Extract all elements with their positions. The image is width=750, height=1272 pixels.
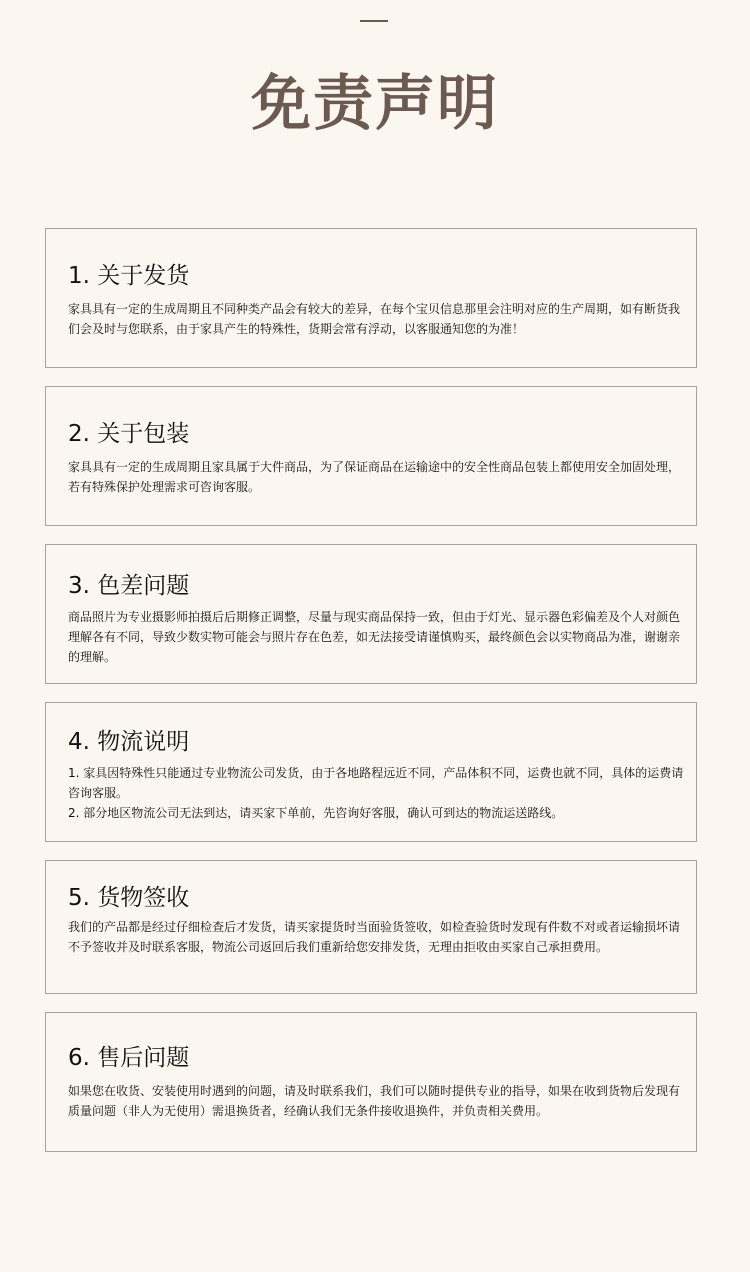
section-paragraph: 家具具有一定的生成周期且不同种类产品会有较大的差异，在每个宝贝信息那里会注明对应的生产周期，如有断货我们会及时与您联系，由于家具产生的特殊性，货期会常有浮动，以客服通知您的为准！: [68, 302, 681, 336]
section-paragraph: 家具具有一定的生成周期且家具属于大件商品，为了保证商品在运输途中的安全性商品包装上都使用安全加固处理，若有特殊保护处理需求可咨询客服。: [68, 460, 681, 494]
section-title: 5. 货物签收: [68, 885, 190, 911]
section-body: [68, 763, 684, 823]
section-body: [68, 457, 684, 497]
top-decorative-rule: [360, 20, 388, 22]
section-title: 2. 关于包装: [68, 421, 190, 447]
section-body: [68, 299, 684, 339]
section-title: 4. 物流说明: [68, 729, 190, 755]
section-title: 3. 色差问题: [68, 573, 190, 599]
section-body: [68, 1081, 684, 1121]
section-color-difference: [45, 544, 697, 684]
section-title: 6. 售后问题: [68, 1045, 190, 1071]
section-after-sales: [45, 1012, 697, 1152]
section-packaging: [45, 386, 697, 526]
section-paragraph: 2. 部分地区物流公司无法到达，请买家下单前，先咨询好客服，确认可到达的物流运送路线。: [68, 806, 564, 820]
section-body: [68, 917, 684, 957]
section-body: [68, 607, 684, 667]
section-receipt: [45, 860, 697, 994]
section-paragraph: 我们的产品都是经过仔细检查后才发货，请买家提货时当面验货签收，如检查验货时发现有件数不对或者运输损坏请不予签收并及时联系客服，物流公司返回后我们重新给您安排发货，无理由拒收由买家自己承担费用。: [68, 920, 681, 954]
section-shipping: [45, 228, 697, 368]
section-paragraph: 如果您在收货、安装使用时遇到的问题，请及时联系我们，我们可以随时提供专业的指导，如果在收到货物后发现有质量问题（非人为无使用）需退换货者，经确认我们无条件接收退换件，并负责相关费用。: [68, 1084, 681, 1118]
section-paragraph: 商品照片为专业摄影师拍摄后后期修正调整，尽量与现实商品保持一致，但由于灯光、显示器色彩偏差及个人对颜色理解各有不同，导致少数实物可能会与照片存在色差，如无法接受请谨慎购买，最终颜色会以实物商品为准，谢谢亲的理解。: [68, 610, 681, 664]
page-title: 免责声明: [251, 69, 499, 139]
section-paragraph: 1. 家具因特殊性只能通过专业物流公司发货，由于各地路程远近不同，产品体积不同，运费也就不同，具体的运费请咨询客服。: [68, 766, 684, 800]
section-title: 1. 关于发货: [68, 263, 190, 289]
section-logistics: [45, 702, 697, 842]
